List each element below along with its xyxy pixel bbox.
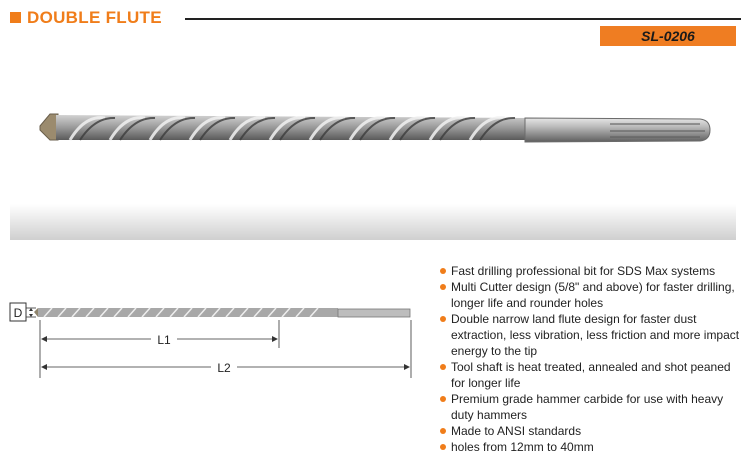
model-badge: SL-0206	[600, 26, 736, 46]
section-title: DOUBLE FLUTE	[27, 8, 162, 27]
bullet-icon	[440, 444, 446, 450]
diagram-tip	[34, 308, 38, 317]
list-item: Tool shaft is heat treated, annealed and shot peaned for longer life	[440, 359, 740, 391]
bullet-icon	[440, 268, 446, 274]
bullet-icon	[440, 316, 446, 322]
list-item: holes from 12mm to 40mm	[440, 439, 740, 455]
list-item: Fast drilling professional bit for SDS Max systems	[440, 263, 740, 279]
header-rule	[185, 18, 741, 20]
drill-bit-illustration	[10, 60, 736, 240]
bullet-icon	[440, 396, 446, 402]
feature-list	[440, 263, 740, 455]
list-item: Multi Cutter design (5/8" and above) for faster drilling, longer life and rounder holes	[440, 279, 740, 311]
bullet-icon	[440, 428, 446, 434]
bullet-icon	[440, 364, 446, 370]
diagram-shank	[338, 309, 410, 317]
drill-bit-photo	[10, 60, 736, 240]
l2-label: L2	[217, 361, 231, 375]
header-square-icon	[10, 12, 21, 23]
list-item: Double narrow land flute design for faster dust extraction, less vibration, less friction and more impact energy to the tip	[440, 311, 740, 359]
l1-label: L1	[157, 333, 171, 347]
bullet-icon	[440, 284, 446, 290]
dimension-diagram	[8, 300, 418, 390]
list-item: Made to ANSI standards	[440, 423, 740, 439]
d-label: D	[13, 306, 23, 320]
list-item: Premium grade hammer carbide for use with heavy duty hammers	[440, 391, 740, 423]
